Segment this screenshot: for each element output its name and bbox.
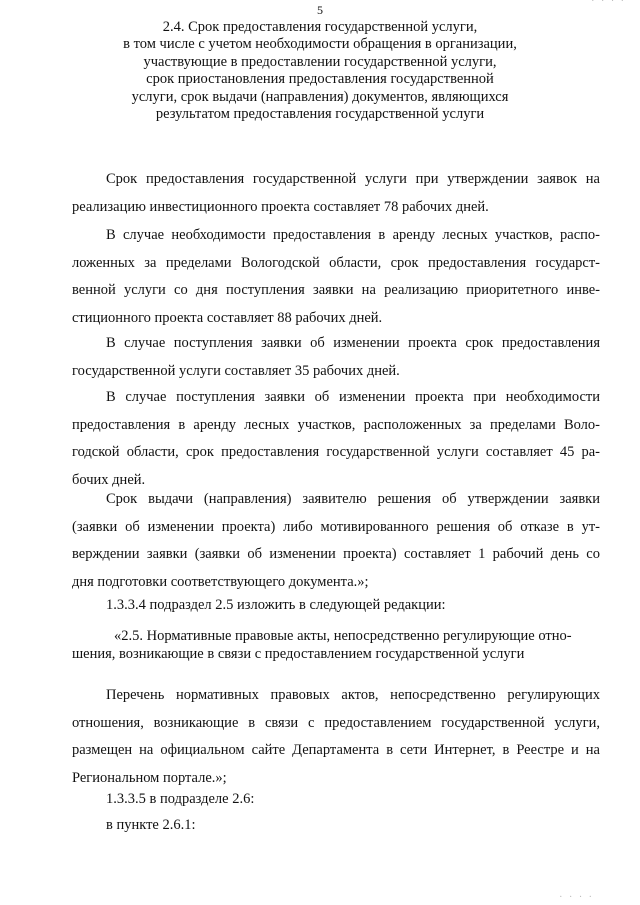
section-24-heading xyxy=(100,19,540,123)
paragraph-line: реализацию инвестиционного проекта составляет 78 рабочих дней. xyxy=(72,198,489,215)
corner-scan-mark-top: · · · · xyxy=(591,0,626,7)
paragraph-line: Региональном портале.»; xyxy=(72,769,227,786)
heading-line: в том числе с учетом необходимости обращения в организации, xyxy=(123,36,517,53)
section-25-heading xyxy=(72,627,600,663)
heading-line: «2.5. Нормативные правовые акты, непосредственно регулирующие отно- xyxy=(114,628,572,644)
paragraph-term-35-days xyxy=(72,330,600,385)
paragraph-line: отношения, возникающие в связи с предоставлением государственной услуги, xyxy=(72,714,600,731)
paragraph-line: Срок выдачи (направления) заявителю решения об утверждении заявки xyxy=(106,491,600,507)
paragraph-clause-261 xyxy=(72,812,600,840)
paragraph-item-1335 xyxy=(72,786,600,814)
paragraph-line: венной услуги со дня поступления заявки на реализацию приоритетного инве- xyxy=(72,282,600,298)
paragraph-term-45-days xyxy=(72,384,600,494)
paragraph-term-88-days xyxy=(72,222,600,332)
paragraph-decision-delivery-term xyxy=(72,486,600,596)
paragraph-line: стиционного проекта составляет 88 рабочих дней. xyxy=(72,309,383,326)
paragraph-line: В случае поступления заявки об изменении проекта при необходимости xyxy=(106,389,600,405)
paragraph-line: В случае необходимости предоставления в аренду лесных участков, распо- xyxy=(106,227,600,243)
paragraph-term-78-days xyxy=(72,166,600,221)
corner-scan-mark-bottom: · · · · xyxy=(559,892,594,903)
heading-line: 2.4. Срок предоставления государственной услуги, xyxy=(162,19,478,35)
paragraph-line: Перечень нормативных правовых актов, непосредственно регулирующих xyxy=(106,687,600,703)
paragraph-line: в пункте 2.6.1: xyxy=(106,817,196,833)
paragraph-line: размещен на официальном сайте Департамента в сети Интернет, в Реестре и на xyxy=(72,742,600,758)
paragraph-line: государственной услуги составляет 35 рабочих дней. xyxy=(72,362,400,379)
heading-line: участвующие в предоставлении государственной услуги, xyxy=(143,53,497,70)
paragraph-line: бочих дней. xyxy=(72,471,146,488)
paragraph-item-1334 xyxy=(72,592,600,620)
paragraph-line: ложенных за пределами Вологодской области, срок предоставления государст- xyxy=(72,254,600,271)
paragraph-line: верждении заявки (заявки об изменении проекта) составляет 1 рабочий день со xyxy=(72,546,600,562)
paragraph-line: предоставления в аренду лесных участков, расположенных за пределами Воло- xyxy=(72,416,600,433)
heading-line: результатом предоставления государственной услуги xyxy=(155,106,485,123)
paragraph-line: (заявки об изменении проекта) либо мотивированного решения об отказе в ут- xyxy=(72,518,600,535)
paragraph-line: Срок предоставления государственной услуги при утверждении заявок на xyxy=(106,171,600,187)
paragraph-line: 1.3.3.4 подраздел 2.5 изложить в следующей редакции: xyxy=(106,597,446,613)
paragraph-regulatory-acts-list xyxy=(72,682,600,792)
paragraph-line: 1.3.3.5 в подразделе 2.6: xyxy=(106,791,255,807)
page-number: 5 xyxy=(317,3,323,17)
paragraph-line: годской области, срок предоставления государственной услуги составляет 45 ра- xyxy=(72,444,600,460)
heading-line: срок приостановления предоставления государственной xyxy=(146,71,494,88)
paragraph-line: дня подготовки соответствующего документа.»; xyxy=(72,573,369,590)
paragraph-line: В случае поступления заявки об изменении проекта срок предоставления xyxy=(106,335,600,351)
heading-line: услуги, срок выдачи (направления) документов, являющихся xyxy=(131,88,509,105)
heading-line: шения, возникающие в связи с предоставлением государственной услуги xyxy=(72,646,525,662)
